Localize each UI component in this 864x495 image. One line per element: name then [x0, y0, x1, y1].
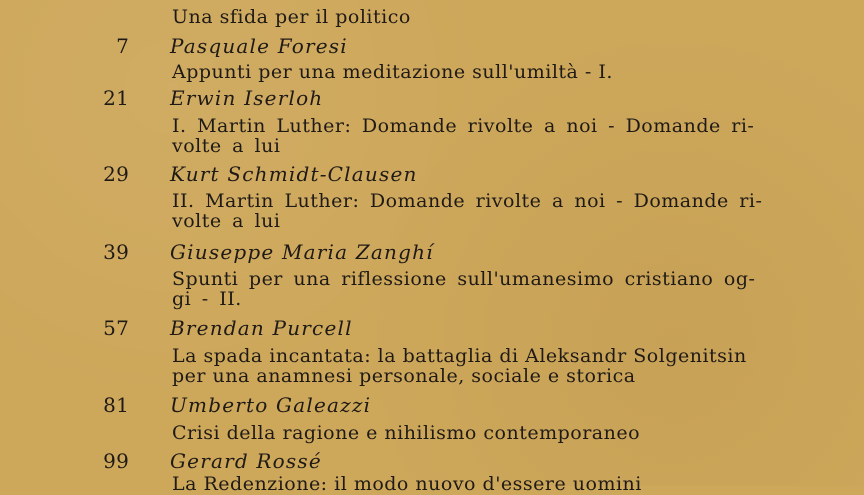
article-title: Appunti per una meditazione sull'umiltà - I.: [172, 61, 613, 83]
contents-top-title: Una sfida per il politico: [172, 6, 411, 28]
page-number: 29: [103, 162, 129, 186]
page-number: 39: [103, 240, 129, 264]
article-title: II. Martin Luther: Domande rivolte a noi - Domande ri- volte a lui: [172, 190, 763, 232]
author-name: Brendan Purcell: [170, 316, 353, 340]
author-name: Umberto Galeazzi: [170, 393, 372, 417]
author-name: Pasquale Foresi: [170, 34, 348, 58]
page-number: 57: [103, 316, 129, 340]
page-number: 99: [103, 449, 129, 473]
page-number: 21: [103, 86, 129, 110]
article-title: La Redenzione: il modo nuovo d'essere uomini: [172, 473, 642, 495]
article-title: Spunti per una riflessione sull'umanesimo cristiano og- gi - II.: [172, 268, 756, 310]
article-title: Crisi della ragione e nihilismo contemporaneo: [172, 422, 641, 444]
author-name: Kurt Schmidt-Clausen: [170, 162, 418, 186]
author-name: Gerard Rossé: [170, 449, 322, 473]
author-name: Erwin Iserloh: [170, 86, 324, 110]
page-number: 7: [116, 34, 129, 58]
article-title: I. Martin Luther: Domande rivolte a noi - Domande ri- volte a lui: [172, 115, 755, 157]
author-name: Giuseppe Maria Zanghí: [170, 240, 434, 264]
page-number: 81: [103, 393, 129, 417]
article-title: La spada incantata: la battaglia di Aleksandr Solgenitsin per una anamnesi personale, sociale e storica: [172, 345, 747, 387]
